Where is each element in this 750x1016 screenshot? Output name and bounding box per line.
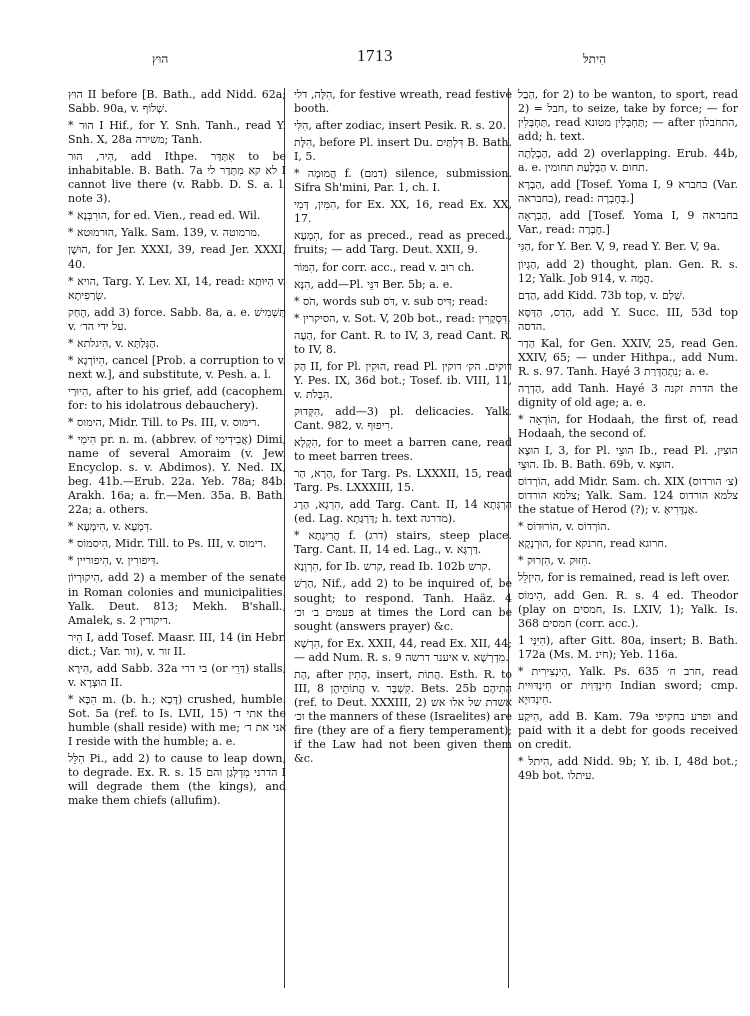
entry: הִרְוָנָא, for Ib. קרש, read Ib. 102b קרש. bbox=[294, 560, 491, 574]
column-2 bbox=[294, 88, 512, 769]
entry: הִמִּין, דְּמִי, for Ex. XX, 16, read Ex. XX, 17. bbox=[294, 198, 512, 226]
entry: הַבְרָאָה, add [Tosef. Yoma I, 9 בחבראה Var., read: חֶבְרָה.] bbox=[518, 209, 738, 237]
entry: * הוֹרוּדוֹס, v. הוֹרְדוֹס. bbox=[518, 520, 611, 534]
entry: * הוֹדְאָה, for Hodaah, the first of, read Hodaah, the second of. bbox=[518, 412, 738, 441]
entry: הִימוֹס, add Gen. R. s. 4 ed. Theodor (play on חמסים, Is. LXIV, 1); Yalk. Is. 368 חמסים (corr. acc.). bbox=[518, 588, 739, 630]
column-1 bbox=[68, 88, 286, 811]
entry: הוֹרְדוֹס, add Midr. Sam. ch. XIX (צ׳ הורדוס) צלמא הורדוס; Yalk. Sam. 124 צלמא הורדוס the statue of Herod (?); v. אַנְדָּרִיאָ. bbox=[518, 475, 739, 517]
entry: * הֲרִיגָתָא f. (דרג) stairs, steep place. Targ. Cant. II, 14 ed. Lag., v. דַּרְגָּא. bbox=[294, 529, 513, 557]
entry: הַדַס, הַדַּסָּא, add Y. Succ. III, 53d top הדסה. bbox=[518, 305, 738, 333]
entry: הַגְיוֹן, add 2) thought, plan. Gen. R. s. 12; Yalk. Job 914, v. הֲמָה. bbox=[518, 257, 738, 285]
entry: הִיקוּרְיוֹן, add 2) a member of the senate in Roman colonies and municipalities. Yalk. Deut. 813; Mekh. B'shall., Amalek, s. 2 דיקורין. bbox=[68, 571, 286, 627]
entry: הִירָא, add Sabb. 32a בי דרי (or דַּרֵי) stalls, v. הוּצְרָא II. bbox=[68, 661, 287, 689]
entry: * הוּרמוּטא, Yalk. Sam. 139, v. ‏מרמוטה. bbox=[68, 226, 261, 240]
entry: * הוּרִבְּנָא, for ed. Vien., read ed. Wil. bbox=[68, 209, 261, 223]
entry: הַדְרָה, add Tanh. Hayé 3 הדרת זקנה the dignity of old age; a. e. bbox=[518, 381, 738, 409]
entry: הִמְעָא, for as preced., read as preced., fruits; — add Targ. Deut. XXII, 9. bbox=[294, 229, 512, 257]
entry: הִלֵּל Pi., add 2) to cause to leap down, to degrade. Ex. R. s. 15 הדרני מִדְלְּגַן והם I will degrade them (the kings), and make them chiefs (allufim). bbox=[68, 752, 287, 808]
entry: הִלִּי, after zodiac, insert Pesik. R. s. 20. bbox=[294, 119, 506, 133]
entry: * הִכָּא m. (b. h.; דָּכָא) crushed, humble. Sot. 5a (ref. to Is. LVII, 15) אתי ד׳ the humble (shall reside) with me; אני את ד׳ I reside with the humble; a. e. bbox=[68, 692, 287, 748]
entry: הִמּוֹר, for corr. acc., read v. רוּב ch. bbox=[294, 260, 475, 274]
entry: הוּצָא I, 3, for Pl. הוּצֵי Ib., read Pl. הוּצִין, הוּצֵי. Ib. B. Bath. 69b, v. הוּצָא. bbox=[518, 444, 738, 472]
entry: הַדַר Kal, for Gen. XXIV, 25, read Gen. XXIV, 65; — under Hithpa., add Num. R. s. 97. Tanh. Hayé 3 נִתְהַדְּרַת; a. e. bbox=[518, 336, 738, 378]
column-3 bbox=[518, 88, 738, 786]
page-header bbox=[70, 46, 680, 66]
entry: הִיקַע, add B. Kam. 79a ופרע בחקיפי and paid with it a debt for goods received on credit. bbox=[518, 709, 738, 751]
entry: * הִיפוריין, v. דִּיפורִין. bbox=[68, 554, 160, 568]
entry: הָחַק, add 3) force. Sabb. 8a, a. e. ‏תַּשְׁמִישׁ v. על ידי הד׳. bbox=[68, 305, 286, 333]
entry: הוּץ II before [B. Bath., add Nidd. 62a; Sabb. 90a, v. שְׁלוֹף. bbox=[68, 88, 286, 116]
entry: הַגִּי, for Y. Ber. V, 9, read Y. Ber. V, 9a. bbox=[518, 240, 721, 254]
entry: הִקְלָא, for to meet a barren cane, read to meet barren trees. bbox=[294, 436, 512, 464]
entry: הִיוּרַי, after to his grief, add (cacophem. for: to his idolatrous debauchery). bbox=[68, 384, 286, 412]
entry: * הויא, Targ. Y. Lev. XI, 14, read: הִיּוּתָא v. שְׂרַפִיתָא. bbox=[68, 274, 286, 302]
entry: הִלָּה, דלי, for festive wreath, read festive booth. bbox=[294, 88, 512, 116]
entry: * הסיקרין, v. Sot. V, 20b bot., read: דִּסְקָרִין. bbox=[294, 311, 511, 325]
entry: הִיִּנָּי 1), after Gitt. 80a, insert; B. Bath. 172a (Ms. M. חינ); Yeb. 116a. bbox=[518, 633, 738, 661]
entry: הָת, after הָתִין, insert, הֲתוֹת. Esth. R. to III, 8 הֲתוֹתֵיהֶן v. קִשְׁבָּר. Bets. 25b הָתִיהֶם (ref. to Deut. XXXIII, 2) אשדת של אלו אש וכ׳ the manners of these (Israelites) are fire (they are of a fiery temperament); if the Law had not been given them &c. bbox=[294, 667, 512, 766]
running-head-right: הִיתלּ bbox=[583, 52, 606, 66]
entry: הִרְשָׁא, for Ex. XXII, 44, read Ex. XII, 44; — add Num. R. s. 9 איענר דרשה v. מִדְרְשָׁא. bbox=[294, 636, 512, 664]
running-head-left: הוּץ bbox=[152, 52, 169, 66]
entry: הִיר, הוּר, add Ithpe. אִתְּדַּר to be inhabitable. B. Bath. 7a לא קא מִתְּדַר לי I cannot live there (v. Rabb. D. S. a. l. note 3). bbox=[68, 150, 286, 206]
entry: הִקְּדוּק, add—3) pl. delicacies. Yalk. Cant. 982, v. רִיפוּף. bbox=[294, 404, 512, 432]
entry: * הִימְעָא, v. דִּמְעָא. bbox=[68, 520, 153, 534]
entry: הוּרְנָקָא, for חרנקא, read חרוגא. bbox=[518, 537, 668, 551]
entry: * הִינְצִירִית, Yalk. Ps. 635 חרב ח׳, read חִינְדּוּיִית or חִינְדְּוִית Indian sword; cmp. חִינְדוּיָא. bbox=[518, 664, 738, 706]
entry: * הימוס, Midr. Till. to Ps. III, v. ‏רימוס. bbox=[68, 415, 261, 429]
entry: הַדַם, add Kidd. 73b top, v. שְׁלַם. bbox=[518, 288, 686, 302]
entry: * הִזְרוּק, v. חִזּוּק. bbox=[518, 554, 592, 568]
entry: הוּשָׁן, for Jer. XXXI, 39, read Jer. XXXI, 40. bbox=[68, 243, 286, 271]
page-number: 1713 bbox=[357, 46, 393, 65]
entry: * הִיתלּ, add Nidd. 9b; Y. ib. I, 48d bot.; 49b bot. עיתלו. bbox=[518, 755, 738, 783]
entry: * הֹס, words sub דֹּס, v. sub דִּיס; read: bbox=[294, 294, 488, 308]
entry: * הִיוֹרְגָא, cancel [Prob. a corruption to v. next w.], and substitute, v. Pesh. a. l. bbox=[68, 353, 286, 381]
entry: הַרַשׁ, Nif., add 2) to be inquired of, be sought; to respond. Tanh. Haäz. 4 פעמים ב׳ וכ׳ at times the Lord can be sought (answers prayer) &c. bbox=[294, 577, 513, 633]
entry: הִיזָלֵל, for is remained, read is left over. bbox=[518, 571, 731, 585]
entry: * הִיגלתא, v. הַגְּלַתָּא. bbox=[68, 336, 160, 350]
entry: * הִיסמוֹס, Midr. Till. to Ps. III, v. רימוס. bbox=[68, 537, 267, 551]
entry: הִלֶּת, before Pl. insert Du. דִּלְתַּיִם B. Bath. I, 5. bbox=[294, 136, 513, 164]
entry: * הֲמוּמָה f. (דמם) silence, submission. Sifra Sh'mini, Par. 1, ch. I. bbox=[294, 167, 513, 195]
entry: הַבַל, for 2) to be wanton, to sport, read 2) = חבל, to seize, take by force; — for תַּחְבְּלִין, read תַּחְבְּלִין מטונא; — after ‏התחבלון, add; h. text. bbox=[518, 88, 738, 144]
entry: הִרְגָא, הַרָג, add Targ. Cant. II, 14 הַרְגְּתָא (ed. Lag. דַּרְגַּתָא; h. text מדרגה). bbox=[294, 498, 512, 526]
entry: הַעָה, for Cant. R. to IV, 3, read Cant. R. to IV, 8. bbox=[294, 328, 512, 356]
entry: הַרָא, הַר, for Targ. Ps. LXXXII, 15, read Targ. Ps. LXXXIII, 15. bbox=[294, 467, 513, 495]
entry: הִיר I, add Tosef. Maasr. III, 14 (in Hebr. dict.; Var. זור), v. זור II. bbox=[68, 630, 286, 658]
entry: הִנָּא, add—Pl. דּנֵּי Ber. 5b; a. e. bbox=[294, 277, 453, 291]
entry: * הִימִי pr. n. m. (abbrev. of אֲבִידִימִי) Dimi, name of several Amoraim (v. Jew. Encyclop. s. v. Abdimos). Y. Ned. IX, beg. 41b.—Erub. 22a. Yeb. 78a; 84b. Arakh. 16a; a. fr.—Men. 35a. B. Bath. 22a; a. others. bbox=[68, 433, 286, 517]
entry: הַבְרָא, add [Tosef. Yoma I, 9 בחברא (Var. בחבראה), read: בְּחֶבְרָה.] bbox=[518, 178, 738, 206]
entry: הַק II, for Pl. הוּקִין, read Pl. דוקים. הק׳ דוקין Y. Pes. IX, 36d bot.; Tosef. ib. VIII, 11, v. הִבְּלֹת. bbox=[294, 359, 512, 401]
entry: הַבְלָתָה, add 2) overlapping. Erub. 44b, a. e. הַבְלָעַת תחומין v. תחום. bbox=[518, 147, 738, 175]
entry: * הוּר I Hif., for Y. Snh. Tanh., read Y. Snh. X, 28a משירה; Tanh. bbox=[68, 119, 286, 147]
